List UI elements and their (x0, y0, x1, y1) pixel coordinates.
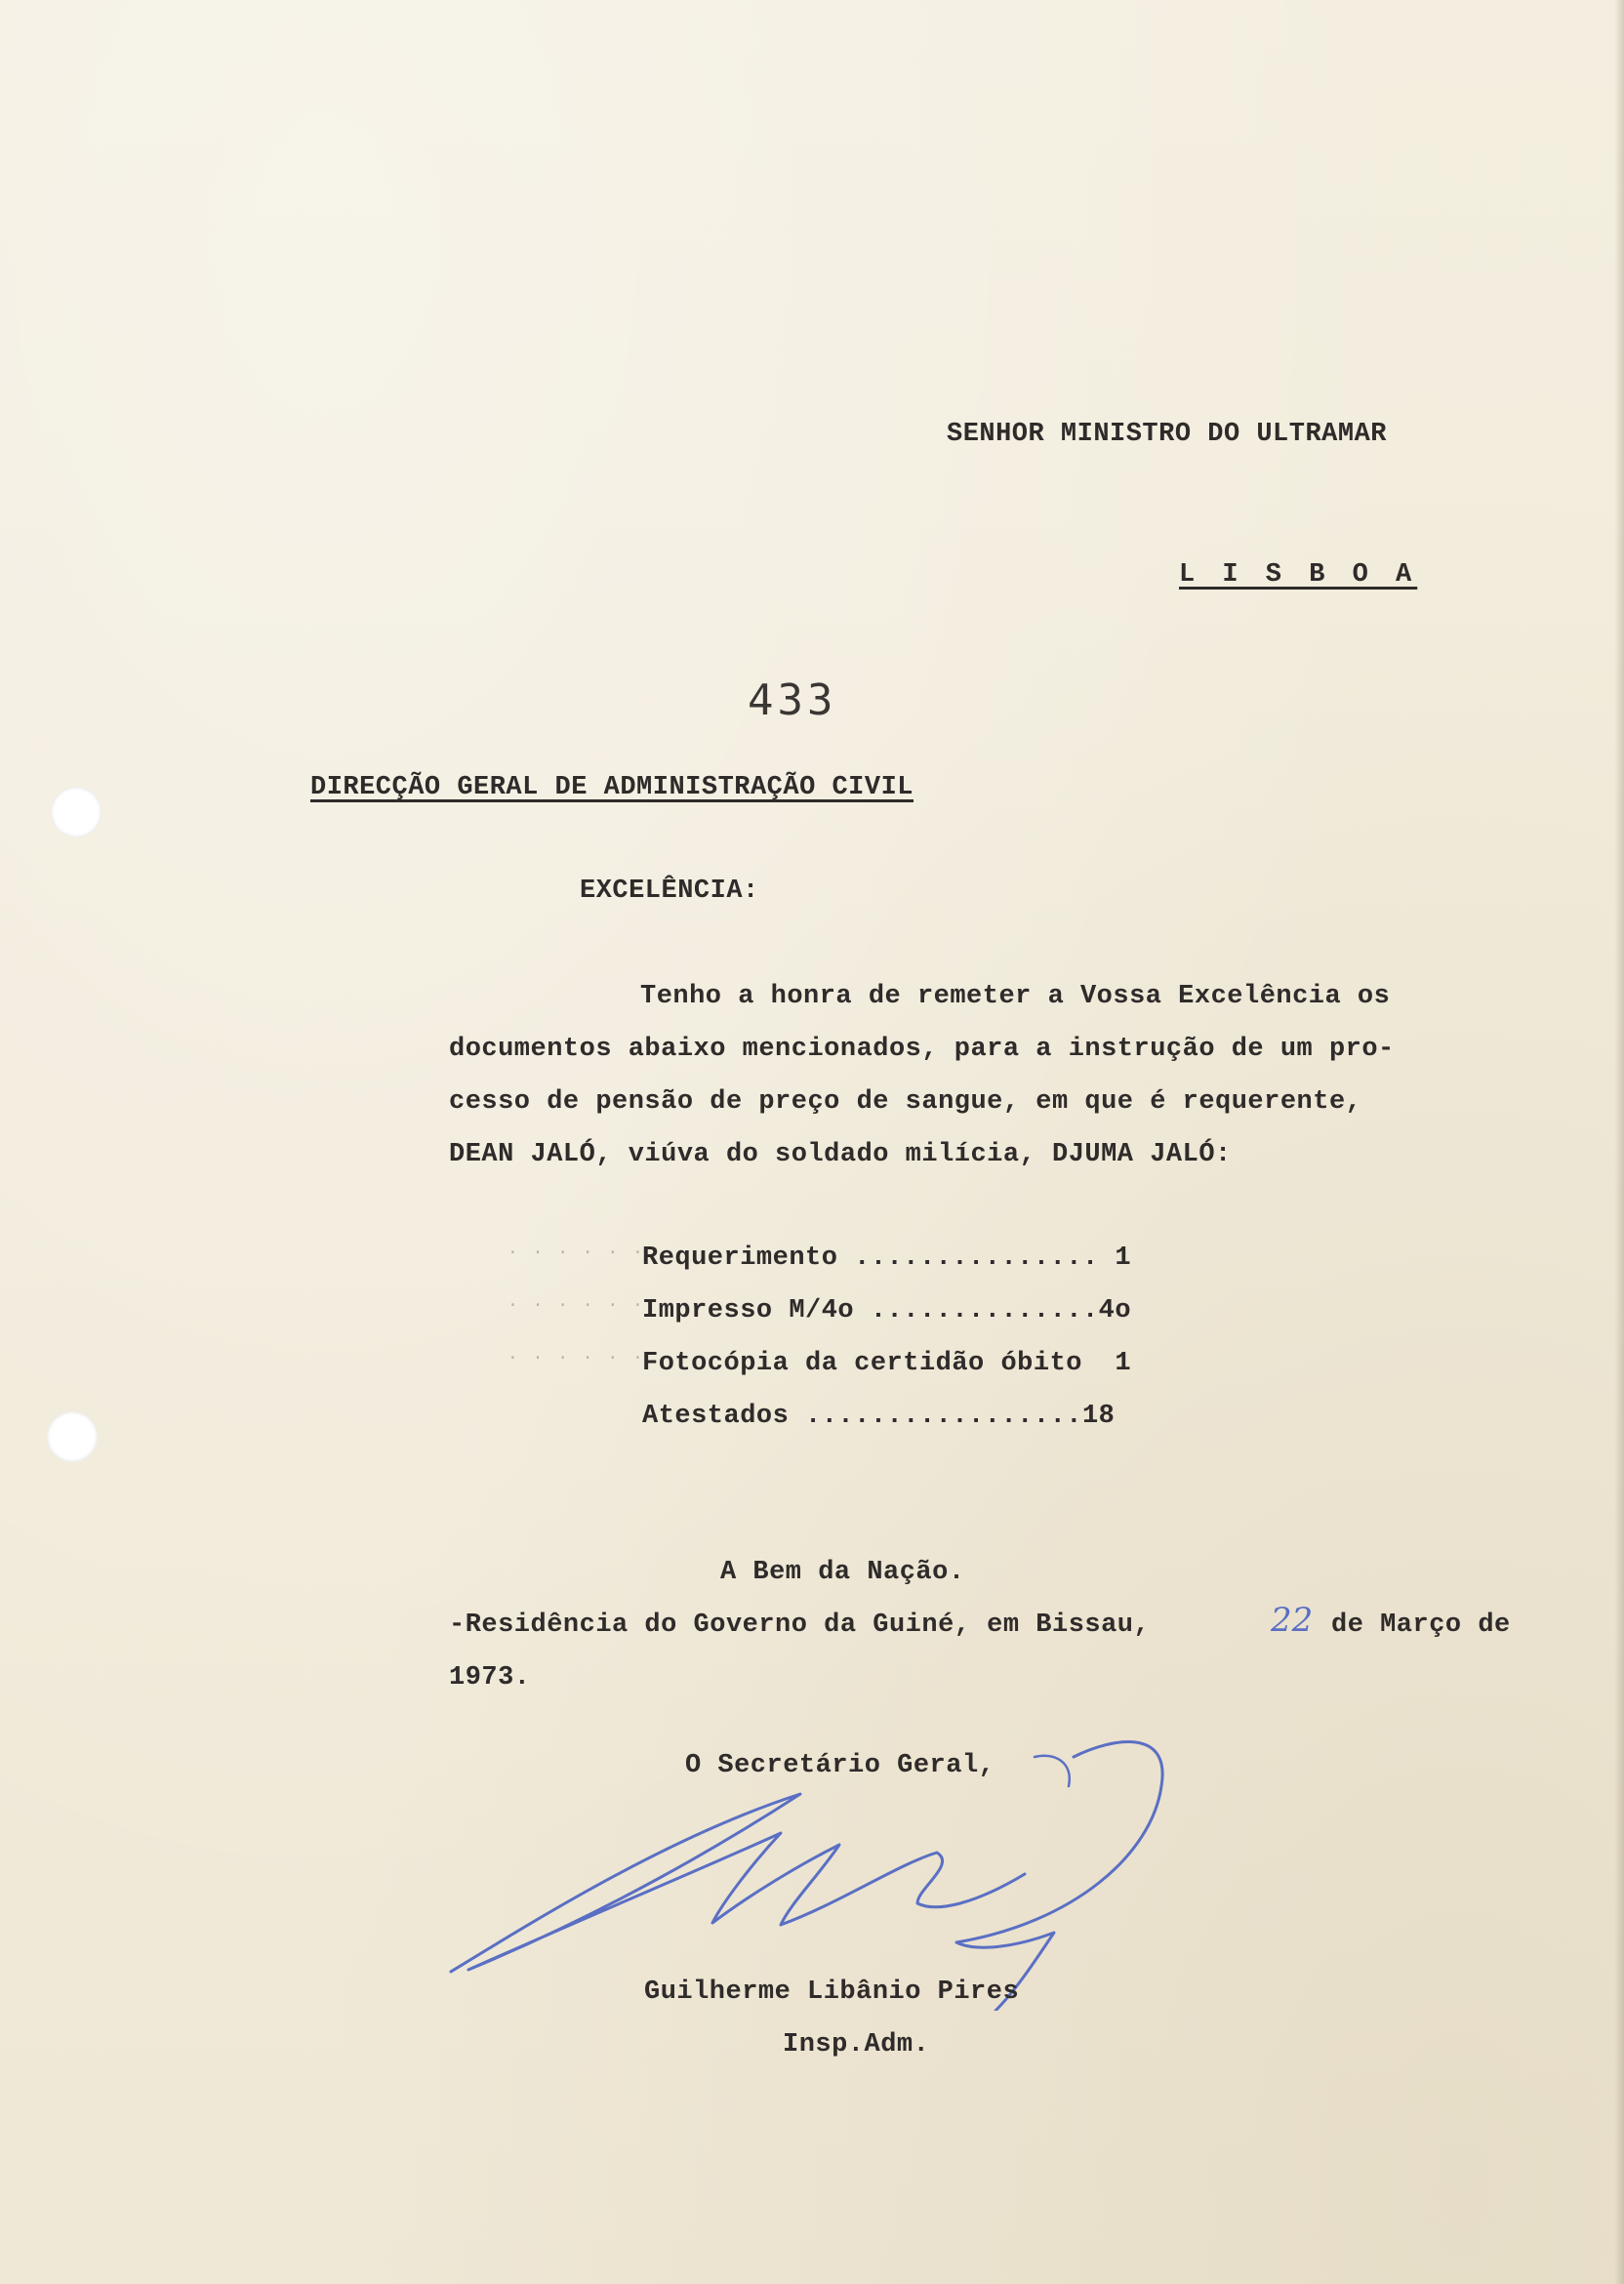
reference-number: 433 (748, 675, 837, 725)
body-line-3: cesso de pensão de preço de sangue, em que é requerente, (449, 1087, 1362, 1117)
body-line-1: Tenho a honra de remeter a Vossa Excelência os (640, 982, 1391, 1011)
city: L I S B O A (1179, 560, 1418, 590)
faint-dots: . . . . . . (508, 1240, 645, 1259)
place-line-prefix: -Residência do Governo da Guiné, em Bissau, (449, 1611, 1151, 1640)
motto: A Bem da Nação. (720, 1558, 965, 1587)
document-item: Requerimento ............... 1 (642, 1244, 1132, 1273)
body-line-4: DEAN JALÓ, viúva do soldado milícia, DJUMA JALÓ: (449, 1140, 1232, 1169)
document-item: Impresso M/4o ..............4o (642, 1296, 1132, 1326)
document-item: Fotocópia da certidão óbito 1 (642, 1349, 1132, 1378)
signature-stroke (1035, 1756, 1070, 1786)
faint-dots: . . . . . . (508, 1345, 645, 1365)
handwritten-signature (429, 1718, 1191, 2011)
signatory-name: Guilherme Libânio Pires (644, 1978, 1020, 2007)
signatory-role: Insp.Adm. (783, 2030, 930, 2060)
document-item: Atestados .................18 (642, 1402, 1116, 1431)
place-line-suffix: de Março de (1331, 1611, 1511, 1640)
body-line-2: documentos abaixo mencionados, para a instrução de um pro- (449, 1035, 1395, 1064)
signature-stroke (956, 1742, 1162, 2011)
salutation: EXCELÊNCIA: (580, 877, 759, 906)
signature-stroke (451, 1794, 1025, 1972)
department-heading: DIRECÇÃO GERAL DE ADMINISTRAÇÃO CIVIL (310, 773, 914, 802)
punch-hole-bottom (47, 1411, 98, 1462)
punch-hole-top (51, 787, 102, 837)
page-edge-shadow (1614, 0, 1624, 2284)
addressee: SENHOR MINISTRO DO ULTRAMAR (947, 420, 1387, 449)
faint-dots: . . . . . . (508, 1292, 645, 1312)
handwritten-day: 22 (1271, 1601, 1314, 1640)
signatory-title: O Secretário Geral, (685, 1751, 995, 1780)
year: 1973. (449, 1663, 531, 1693)
